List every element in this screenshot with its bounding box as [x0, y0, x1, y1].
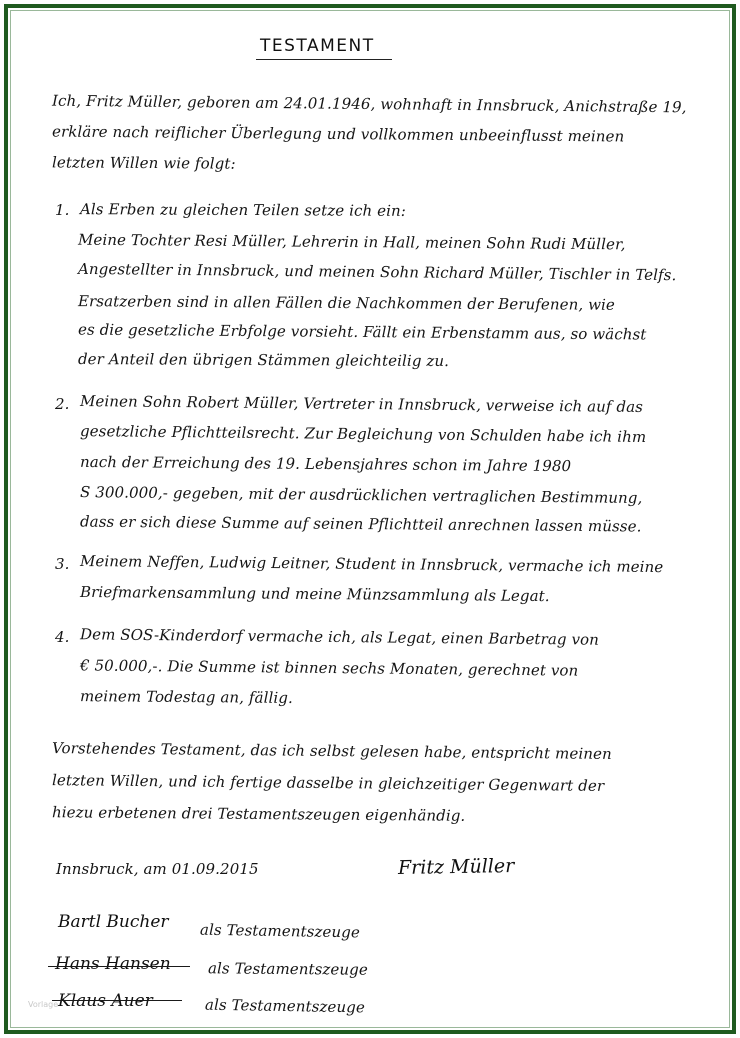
item-1-line-2: Meine Tochter Resi Müller, Lehrerin in Hall, meinen Sohn Rudi Müller, — [77, 230, 626, 254]
title-underline — [256, 59, 392, 60]
item-4-line-3: meinem Todestag an, fällig. — [79, 687, 293, 707]
item-2-line-1: Meinen Sohn Robert Müller, Vertreter in Innsbruck, verweise ich auf das — [79, 392, 644, 416]
item-1-line-5: es die gesetzliche Erbfolge vorsieht. Fällt ein Erbenstamm aus, so wächst — [77, 320, 647, 344]
witness-3-signature: Klaus Auer — [58, 991, 153, 1011]
closing-line-2: letzten Willen, und ich fertige dasselbe in gleichzeitiger Gegenwart der — [51, 771, 605, 795]
item-3-line-2: Briefmarkensammlung und meine Münzsammlung als Legat. — [79, 582, 550, 606]
witness-2-signature-stroke — [48, 966, 190, 967]
item-3-number: 3. — [55, 555, 70, 573]
intro-line-1: Ich, Fritz Müller, geboren am 24.01.1946, wohnhaft in Innsbruck, Anichstraße 19, — [51, 91, 687, 117]
item-2-line-2: gesetzliche Pflichtteilsrecht. Zur Begleichung von Schulden habe ich ihm — [79, 422, 647, 446]
witness-3-signature-stroke — [52, 1000, 182, 1001]
closing-line-3: hiezu erbetenen drei Testamentszeugen eigenhändig. — [51, 803, 466, 825]
item-4-line-1: Dem SOS-Kinderdorf vermache ich, als Legat, einen Barbetrag von — [79, 625, 600, 649]
item-3-line-1: Meinem Neffen, Ludwig Leitner, Student in Innsbruck, vermache ich meine — [79, 551, 664, 577]
item-2-line-3: nach der Erreichung des 19. Lebensjahres schon im Jahre 1980 — [79, 452, 572, 476]
intro-line-2: erkläre nach reiflicher Überlegung und vollkommen unbeeinflusst meinen — [51, 122, 625, 146]
item-1-line-6: der Anteil den übrigen Stämmen gleichteilig zu. — [77, 350, 450, 370]
intro-line-3: letzten Willen wie folgt: — [51, 153, 236, 173]
item-4-number: 4. — [55, 628, 70, 646]
witness-2-signature: Hans Hansen — [55, 954, 171, 974]
item-1-number: 1. — [55, 201, 70, 219]
item-1-line-1: Als Erben zu gleichen Teilen setze ich ein: — [79, 200, 407, 220]
testator-signature: Fritz Müller — [397, 854, 515, 880]
item-4-line-2: € 50.000,-. Die Summe ist binnen sechs Monaten, gerechnet von — [79, 656, 579, 680]
item-2-number: 2. — [55, 395, 70, 413]
witness-3-role: als Testamentszeuge — [204, 995, 366, 1017]
witness-1-role: als Testamentszeuge — [199, 920, 361, 942]
item-2-line-5: dass er sich diese Summe auf seinen Pflichtteil anrechnen lassen müsse. — [79, 512, 642, 536]
item-1-line-4: Ersatzerben sind in allen Fällen die Nachkommen der Berufenen, wie — [77, 292, 616, 314]
watermark: Vorlage — [28, 1000, 59, 1009]
witness-1-signature: Bartl Bucher — [58, 912, 169, 932]
witness-2-role: als Testamentszeuge — [207, 959, 368, 979]
item-2-line-4: S 300.000,- gegeben, mit der ausdrücklichen vertraglichen Bestimmung, — [79, 483, 643, 507]
closing-line-1: Vorstehendes Testament, das ich selbst gelesen habe, entspricht meinen — [51, 739, 612, 763]
place-date: Innsbruck, am 01.09.2015 — [56, 860, 259, 878]
item-1-line-3: Angestellter in Innsbruck, und meinen Sohn Richard Müller, Tischler in Telfs. — [77, 259, 677, 285]
document-title: TESTAMENT — [260, 36, 375, 56]
